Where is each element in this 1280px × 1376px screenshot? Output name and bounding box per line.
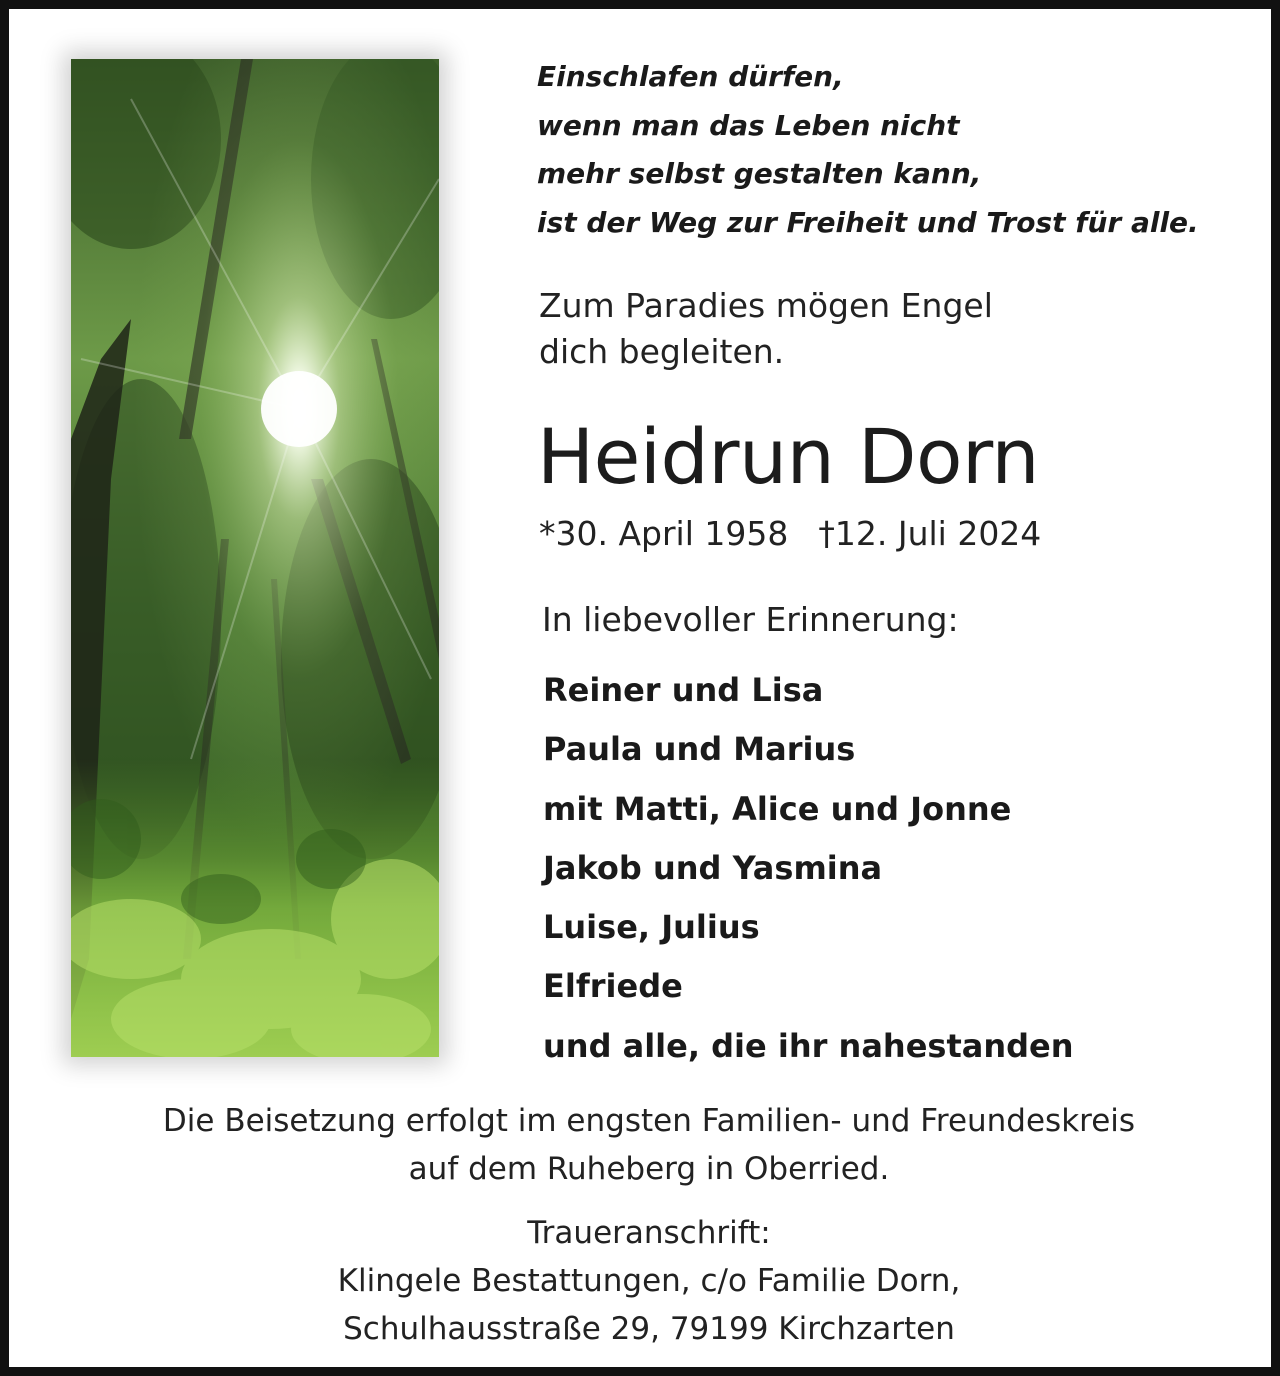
burial-line: auf dem Ruheberg in Oberried. [408,1151,890,1187]
mourner-entry: und alle, die ihr nahestanden [543,1026,1074,1065]
mourning-address [9,1209,1280,1353]
memory-heading: In liebevoller Erinnerung: [542,600,959,639]
address-line: Klingele Bestattungen, c/o Familie Dorn, [337,1263,961,1299]
deceased-name: Heidrun Dorn [537,412,1040,501]
address-heading: Traueranschrift: [527,1215,771,1251]
angel-verse-line: Zum Paradies mögen Engel [539,286,993,325]
mourners-list [543,661,1074,1076]
address-line: Schulhausstraße 29, 79199 Kirchzarten [343,1311,955,1347]
burial-line: Die Beisetzung erfolgt im engsten Familien- und Freundeskreis [162,1103,1136,1139]
poem-line: Einschlafen dürfen, [537,60,844,93]
poem-line: wenn man das Leben nicht [537,108,960,142]
mourner-entry: Jakob und Yasmina [543,848,883,887]
life-dates [539,511,1041,557]
poem-line: mehr selbst gestalten kann, [537,157,982,190]
angel-verse [539,283,993,375]
death-date: †12. Juli 2024 [818,514,1042,553]
mourner-entry: Elfriede [543,967,683,1006]
poem-line: ist der Weg zur Freiheit und Trost für alle. [537,205,1199,239]
forest-photo [71,59,439,1057]
mourner-entry: Reiner und Lisa [543,671,824,709]
poem-verse [537,53,1199,247]
forest-sunlight-icon [71,59,439,1057]
mourner-entry: Paula und Marius [543,730,856,769]
birth-date: *30. April 1958 [539,514,789,553]
mourner-entry: Luise, Julius [543,908,760,947]
burial-notice [9,1097,1280,1193]
mourner-entry: mit Matti, Alice und Jonne [543,789,1012,828]
angel-verse-line: dich begleiten. [539,332,785,371]
